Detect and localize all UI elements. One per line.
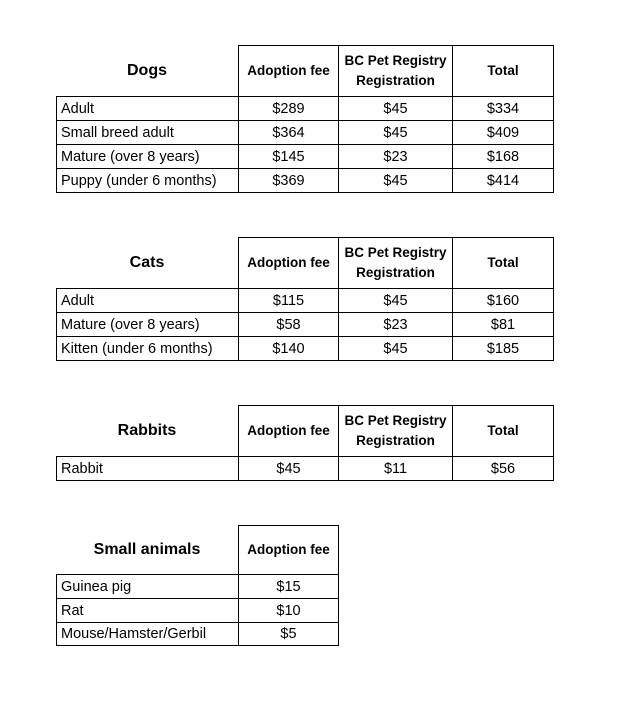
dogs-registry-header: BC Pet Registry Registration [338, 45, 453, 97]
table-cell-total: $168 [452, 144, 554, 169]
table-cell-fee: $140 [238, 336, 339, 361]
table-cell-total: $81 [452, 312, 554, 337]
rabbits-registry-header: BC Pet Registry Registration [338, 405, 453, 457]
dogs-adoption-fee-header: Adoption fee [238, 45, 339, 97]
table-row-name: Guinea pig [56, 574, 239, 599]
table-cell-registry: $11 [338, 456, 453, 481]
table-cell-fee: $10 [238, 598, 339, 623]
table-cell-registry: $23 [338, 312, 453, 337]
rabbits-title: Rabbits [117, 422, 177, 439]
table-cell-fee: $58 [238, 312, 339, 337]
table-cell-registry: $45 [338, 288, 453, 313]
table-cell-fee: $5 [238, 622, 339, 646]
table-cell-fee: $364 [238, 120, 339, 145]
table-cell-fee: $45 [238, 456, 339, 481]
cats-title: Cats [129, 254, 165, 271]
table-cell-fee: $115 [238, 288, 339, 313]
table-cell-fee: $369 [238, 168, 339, 193]
table-cell-registry: $45 [338, 120, 453, 145]
table-cell-total: $56 [452, 456, 554, 481]
table-cell-registry: $45 [338, 336, 453, 361]
table-row-name: Puppy (under 6 months) [56, 168, 239, 193]
table-cell-total: $185 [452, 336, 554, 361]
dogs-total-header: Total [452, 45, 554, 97]
table-cell-fee: $289 [238, 96, 339, 121]
table-cell-registry: $45 [338, 96, 453, 121]
rabbits-adoption-fee-header: Adoption fee [238, 405, 339, 457]
table-cell-total: $414 [452, 168, 554, 193]
table-cell-registry: $45 [338, 168, 453, 193]
cats-total-header: Total [452, 237, 554, 289]
table-cell-registry: $23 [338, 144, 453, 169]
dogs-title: Dogs [127, 62, 167, 79]
cats-registry-header: BC Pet Registry Registration [338, 237, 453, 289]
table-row-name: Adult [56, 96, 239, 121]
table-row-name: Mouse/Hamster/Gerbil [56, 622, 239, 646]
table-cell-total: $160 [452, 288, 554, 313]
cats-adoption-fee-header: Adoption fee [238, 237, 339, 289]
small-animals-adoption-fee-header: Adoption fee [238, 525, 339, 575]
small-animals-title: Small animals [93, 541, 201, 558]
table-cell-fee: $145 [238, 144, 339, 169]
rabbits-total-header: Total [452, 405, 554, 457]
table-row-name: Rabbit [56, 456, 239, 481]
table-cell-fee: $15 [238, 574, 339, 599]
table-row-name: Mature (over 8 years) [56, 144, 239, 169]
table-row-name: Mature (over 8 years) [56, 312, 239, 337]
table-cell-total: $334 [452, 96, 554, 121]
table-row-name: Small breed adult [56, 120, 239, 145]
table-row-name: Kitten (under 6 months) [56, 336, 239, 361]
table-row-name: Adult [56, 288, 239, 313]
table-cell-total: $409 [452, 120, 554, 145]
table-row-name: Rat [56, 598, 239, 623]
